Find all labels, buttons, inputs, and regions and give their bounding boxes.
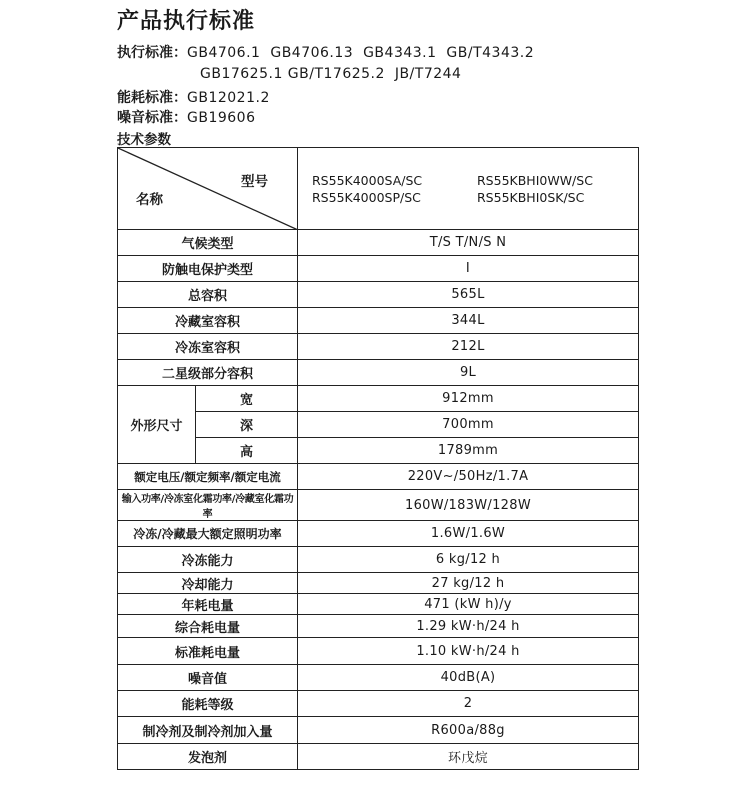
table-row — [118, 490, 639, 521]
table-row — [118, 691, 639, 717]
header-diagonal-cell — [118, 148, 298, 230]
table-row — [118, 282, 639, 308]
row-label: 发泡剂 — [118, 744, 298, 770]
exec-standard-label: 执行标准： — [117, 45, 187, 61]
dimension-value: 1789mm — [298, 438, 639, 464]
row-label: 标准耗电量 — [118, 638, 298, 665]
model-2: RS55KBHI0WW/SC — [477, 172, 593, 188]
table-row — [118, 308, 639, 334]
row-label: 输入功率/冷冻室化霜功率/冷藏室化霜功率 — [118, 490, 298, 521]
table-row — [118, 464, 639, 490]
dimensions-group-label: 外形尺寸 — [118, 386, 196, 464]
row-label: 年耗电量 — [118, 594, 298, 615]
noise-standard-line — [117, 107, 256, 127]
noise-standard-value: GB19606 — [187, 110, 256, 126]
table-header-row — [118, 148, 639, 230]
row-value: 40dB(A) — [298, 665, 639, 691]
table-row — [118, 615, 639, 638]
row-label: 综合耗电量 — [118, 615, 298, 638]
row-value: 27 kg/12 h — [298, 573, 639, 594]
table-row — [118, 521, 639, 547]
noise-standard-label: 噪音标准： — [117, 110, 187, 126]
row-label: 防触电保护类型 — [118, 256, 298, 282]
row-label: 二星级部分容积 — [118, 360, 298, 386]
row-value: 1.29 kW·h/24 h — [298, 615, 639, 638]
table-row — [118, 386, 639, 412]
exec-standard-line-1 — [117, 42, 534, 62]
models-cell — [298, 148, 639, 230]
params-title: 技术参数 — [117, 132, 171, 148]
table-row — [118, 547, 639, 573]
page-title: 产品执行标准 — [117, 9, 256, 34]
table-row — [118, 360, 639, 386]
dimension-value: 912mm — [298, 386, 639, 412]
row-label: 冷却能力 — [118, 573, 298, 594]
table-row — [118, 334, 639, 360]
table-row — [118, 573, 639, 594]
dimension-label: 深 — [196, 412, 298, 438]
row-label: 制冷剂及制冷剂加入量 — [118, 717, 298, 744]
table-row — [118, 744, 639, 770]
table-row — [118, 665, 639, 691]
row-value: 220V~/50Hz/1.7A — [298, 464, 639, 490]
row-label: 总容积 — [118, 282, 298, 308]
row-label: 噪音值 — [118, 665, 298, 691]
row-value: 471 (kW h)/y — [298, 594, 639, 615]
exec-standard-line-2 — [200, 66, 461, 82]
row-value: 344L — [298, 308, 639, 334]
table-row — [118, 594, 639, 615]
energy-standard-line — [117, 87, 270, 107]
energy-standard-value: GB12021.2 — [187, 90, 270, 106]
row-label: 冷冻能力 — [118, 547, 298, 573]
dimension-label: 宽 — [196, 386, 298, 412]
model-4: RS55KBHI0SK/SC — [477, 189, 585, 205]
exec-standard-value-1: GB4706.1 GB4706.13 GB4343.1 GB/T4343.2 — [187, 45, 535, 61]
row-label: 能耗等级 — [118, 691, 298, 717]
table-row — [118, 717, 639, 744]
row-value: T/S T/N/S N — [298, 230, 639, 256]
row-value: R600a/88g — [298, 717, 639, 744]
row-label: 冷冻/冷藏最大额定照明功率 — [118, 521, 298, 547]
table-row — [118, 412, 639, 438]
model-3: RS55K4000SP/SC — [312, 189, 421, 205]
name-header-label: 名称 — [136, 192, 163, 208]
row-value: 1.6W/1.6W — [298, 521, 639, 547]
table-row — [118, 256, 639, 282]
table-row — [118, 638, 639, 665]
table-row — [118, 438, 639, 464]
model-header-label: 型号 — [241, 174, 268, 190]
spec-table — [117, 147, 639, 770]
dimension-value: 700mm — [298, 412, 639, 438]
row-label: 冷冻室容积 — [118, 334, 298, 360]
dimension-label: 高 — [196, 438, 298, 464]
row-value: 9L — [298, 360, 639, 386]
energy-standard-label: 能耗标准： — [117, 90, 187, 106]
model-1: RS55K4000SA/SC — [312, 172, 423, 188]
exec-standard-value-2: GB17625.1 GB/T17625.2 JB/T7244 — [200, 66, 462, 82]
row-label: 冷藏室容积 — [118, 308, 298, 334]
row-value: 565L — [298, 282, 639, 308]
row-value: 160W/183W/128W — [298, 490, 639, 521]
row-value: I — [298, 256, 639, 282]
row-label: 额定电压/额定频率/额定电流 — [118, 464, 298, 490]
table-row — [118, 230, 639, 256]
row-value: 1.10 kW·h/24 h — [298, 638, 639, 665]
row-value: 2 — [298, 691, 639, 717]
row-value: 6 kg/12 h — [298, 547, 639, 573]
row-value: 212L — [298, 334, 639, 360]
row-label: 气候类型 — [118, 230, 298, 256]
row-value: 环戊烷 — [298, 744, 639, 770]
